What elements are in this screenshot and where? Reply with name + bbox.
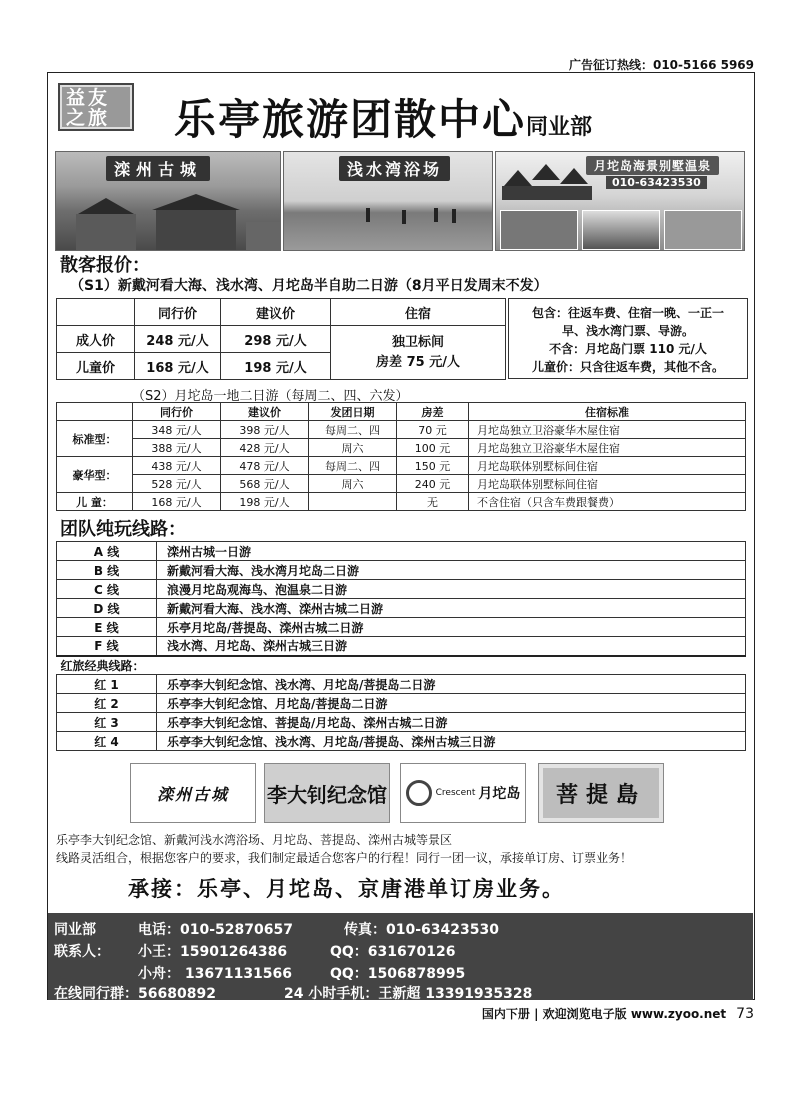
table-header	[57, 403, 133, 421]
table-row	[57, 561, 746, 580]
peer-price: 438 元/人	[133, 457, 221, 475]
route-code: B 线	[57, 561, 157, 580]
photo-building	[502, 186, 592, 200]
title-main: 乐亭旅游团散中心	[174, 95, 527, 144]
depart-date: 周六	[309, 439, 397, 457]
logo-luanzhou: 滦州古城	[130, 763, 256, 823]
table-row	[57, 493, 746, 511]
team-routes-table	[56, 541, 746, 751]
description	[56, 831, 632, 867]
red-routes-header	[57, 656, 746, 675]
lodging-cell	[331, 326, 506, 380]
photo-thumb-sea	[582, 210, 660, 250]
group-label: 豪华型：	[57, 457, 133, 493]
photo-banner	[55, 151, 745, 251]
table-row	[57, 421, 746, 439]
depart-date: 周六	[309, 475, 397, 493]
photo-roof	[78, 198, 134, 214]
photo-building	[246, 222, 281, 251]
s2-price-table	[56, 402, 746, 511]
room-diff: 100 元	[397, 439, 469, 457]
photo-figure	[402, 210, 406, 224]
photo-thumb-villa	[664, 210, 742, 250]
brand-logo: 益友之旅	[58, 83, 134, 131]
room-diff: 70 元	[397, 421, 469, 439]
s1-route-title: （S1）新戴河看大海、浅水湾、月坨岛半自助二日游（8月平日发周末不发）	[70, 278, 548, 294]
suggest-price: 198 元/人	[221, 353, 331, 380]
route-code: 红 3	[57, 713, 157, 732]
note-line: 包含：往返车费、住宿一晚、一正一	[531, 306, 724, 320]
table-header: 发团日期	[309, 403, 397, 421]
route-name: 乐亭月坨岛/菩提岛、滦州古城二日游	[157, 618, 746, 637]
peer-price: 168 元/人	[133, 493, 221, 511]
table-row	[57, 542, 746, 561]
route-code: D 线	[57, 599, 157, 618]
banner-label-beach: 浅水湾浴场	[339, 156, 450, 181]
contact-person-1: 小王：15901264386	[138, 944, 288, 960]
group-label: 儿 童：	[57, 493, 133, 511]
route-code: 红 2	[57, 694, 157, 713]
photo-roof	[152, 194, 240, 210]
table-row	[57, 637, 746, 656]
lodging-standard: 月坨岛联体别墅标间住宿	[469, 457, 746, 475]
table-header: 同行价	[135, 299, 221, 326]
route-name: 滦州古城一日游	[157, 542, 746, 561]
suggest-price: 298 元/人	[221, 326, 331, 353]
photo-building	[76, 214, 136, 251]
section-title-team: 团队纯玩线路：	[60, 519, 186, 540]
table-header-row	[57, 403, 746, 421]
group-label: 标准型：	[57, 421, 133, 457]
moon-icon	[406, 780, 432, 806]
route-code: F 线	[57, 637, 157, 656]
banner-label-luanzhou: 滦州古城	[106, 156, 210, 181]
contact-tel: 电话：010-52870657	[138, 922, 293, 938]
banner-beach-photo	[283, 151, 493, 251]
contact-fax: 传真：010-63423530	[344, 922, 499, 938]
table-row	[57, 326, 506, 353]
table-header: 住宿	[331, 299, 506, 326]
lodging-standard: 不含住宿（只含车费跟餐费）	[469, 493, 746, 511]
route-name: 浪漫月坨岛观海鸟、泡温泉二日游	[157, 580, 746, 599]
contact-person-2: 小舟： 13671131566	[138, 966, 293, 982]
slogan: 承接：乐亭、月坨岛、京唐港单订房业务。	[128, 877, 565, 901]
table-row	[57, 732, 746, 751]
peer-price: 248 元/人	[135, 326, 221, 353]
route-code: A 线	[57, 542, 157, 561]
table-row	[57, 457, 746, 475]
peer-price: 528 元/人	[133, 475, 221, 493]
footer-text: 国内下册 | 欢迎浏览电子版 www.zyoo.net	[481, 1007, 727, 1021]
peer-price: 168 元/人	[135, 353, 221, 380]
attraction-logos	[128, 763, 658, 825]
route-name: 乐亭李大钊纪念馆、浅水湾、月坨岛/菩提岛二日游	[157, 675, 746, 694]
photo-roof	[504, 170, 532, 186]
logo-lidazhao-memorial: 李大钊纪念馆	[264, 763, 390, 823]
table-header-row	[57, 299, 506, 326]
room-diff: 240 元	[397, 475, 469, 493]
route-name: 乐亭李大钊纪念馆、菩提岛/月坨岛、滦州古城二日游	[157, 713, 746, 732]
ad-frame	[47, 72, 755, 1000]
table-header: 住宿标准	[469, 403, 746, 421]
suggest-price: 478 元/人	[221, 457, 309, 475]
page-number: 73	[736, 1006, 754, 1022]
section-title-retail: 散客报价：	[60, 255, 150, 276]
table-header: 房差	[397, 403, 469, 421]
route-name: 浅水湾、月坨岛、滦州古城三日游	[157, 637, 746, 656]
table-row	[57, 618, 746, 637]
description-line: 线路灵活组合，根据您客户的要求，我们制定最适合您客户的行程！同行一团一议，承接单订房、订票业务！	[56, 851, 633, 865]
suggest-price: 428 元/人	[221, 439, 309, 457]
contact-dept: 同业部	[54, 922, 96, 938]
route-name: 乐亭李大钊纪念馆、月坨岛/菩提岛二日游	[157, 694, 746, 713]
ad-hotline: 广告征订热线：010-5166 5969	[568, 58, 754, 72]
lodging-standard: 月坨岛联体别墅标间住宿	[469, 475, 746, 493]
room-diff: 无	[397, 493, 469, 511]
table-header: 同行价	[133, 403, 221, 421]
logo-puti-island: 菩提島	[538, 763, 664, 823]
page-footer	[482, 1005, 754, 1022]
banner-phone: 010-63423530	[606, 176, 707, 189]
contact-mobile: 24 小时手机：王新超 13391935328	[284, 986, 533, 1002]
photo-roof	[560, 168, 588, 184]
lodging-standard: 月坨岛独立卫浴豪华木屋住宿	[469, 421, 746, 439]
title-sub: 同业部	[526, 115, 593, 140]
depart-date: 每周二、四	[309, 457, 397, 475]
route-code: E 线	[57, 618, 157, 637]
depart-date: 每周二、四	[309, 421, 397, 439]
route-code: 红 1	[57, 675, 157, 694]
table-row	[57, 439, 746, 457]
contact-qq-1: QQ：631670126	[330, 944, 456, 960]
route-code: C 线	[57, 580, 157, 599]
banner-luanzhou-photo	[55, 151, 281, 251]
banner-villa-photo	[495, 151, 745, 251]
photo-figure	[434, 208, 438, 222]
logo-yuetuo-island	[400, 763, 526, 823]
photo-figure	[366, 208, 370, 222]
brand-row	[58, 79, 748, 144]
photo-figure	[452, 209, 456, 223]
banner-label-villa: 月坨岛海景别墅温泉	[586, 156, 719, 175]
table-header: 建议价	[221, 299, 331, 326]
photo-roof	[532, 164, 560, 180]
route-name: 新戴河看大海、浅水湾月坨岛二日游	[157, 561, 746, 580]
table-row	[57, 675, 746, 694]
depart-date	[309, 493, 397, 511]
suggest-price: 198 元/人	[221, 493, 309, 511]
logo-crescent-text: Crescent	[435, 788, 476, 798]
route-code: 红 4	[57, 732, 157, 751]
s1-price-table	[56, 298, 506, 380]
row-label: 成人价	[57, 326, 135, 353]
table-row	[57, 713, 746, 732]
contact-group: 在线同行群：56680892	[54, 986, 216, 1002]
lodging-diff: 房差 75 元/人	[376, 354, 460, 370]
table-row	[57, 599, 746, 618]
route-name: 乐亭李大钊纪念馆、浅水湾、月坨岛/菩提岛、滦州古城三日游	[157, 732, 746, 751]
red-routes-title: 红旅经典线路：	[57, 656, 746, 675]
route-name: 新戴河看大海、浅水湾、滦州古城二日游	[157, 599, 746, 618]
lodging-type: 独卫标间	[391, 334, 444, 350]
note-line: 早、浅水湾门票、导游。	[561, 324, 694, 338]
contact-qq-2: QQ：1506878995	[330, 966, 466, 982]
peer-price: 388 元/人	[133, 439, 221, 457]
photo-building	[156, 210, 236, 251]
suggest-price: 568 元/人	[221, 475, 309, 493]
table-header	[57, 299, 135, 326]
room-diff: 150 元	[397, 457, 469, 475]
table-row	[57, 475, 746, 493]
suggest-price: 398 元/人	[221, 421, 309, 439]
contact-bar	[48, 913, 753, 1000]
page-title	[174, 87, 592, 147]
peer-price: 348 元/人	[133, 421, 221, 439]
table-row	[57, 580, 746, 599]
row-label: 儿童价	[57, 353, 135, 380]
s1-inclusions-note	[508, 298, 748, 379]
description-line: 乐亭李大钊纪念馆、新戴河浅水湾浴场、月坨岛、菩提岛、滦州古城等景区	[56, 833, 453, 847]
lodging-standard: 月坨岛独立卫浴豪华木屋住宿	[469, 439, 746, 457]
logo-yuetuo-text: 月坨岛	[478, 786, 521, 802]
table-header: 建议价	[221, 403, 309, 421]
table-row	[57, 694, 746, 713]
photo-thumb-food	[500, 210, 578, 250]
s2-route-title: （S2）月坨岛一地二日游（每周二、四、六发）	[132, 389, 409, 404]
note-line: 儿童价：只含往返车费，其他不含。	[531, 360, 724, 374]
note-line: 不含：月坨岛门票 110 元/人	[549, 342, 707, 356]
contact-person-label: 联系人：	[54, 944, 110, 960]
